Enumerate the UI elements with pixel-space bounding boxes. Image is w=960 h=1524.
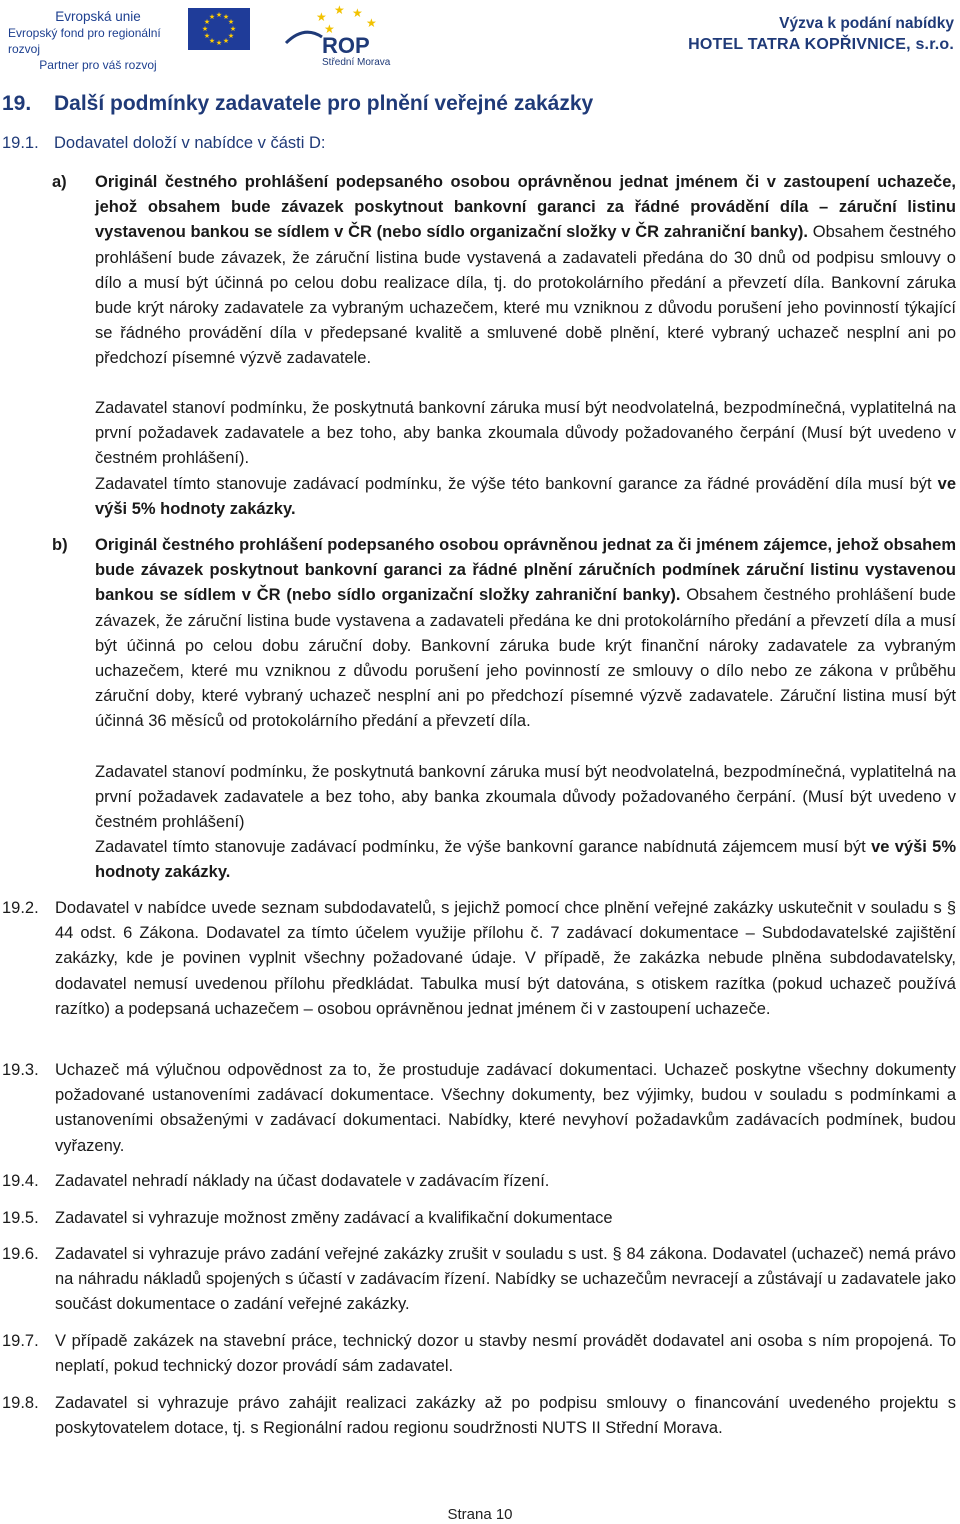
svg-text:★: ★: [352, 6, 363, 20]
svg-text:Střední Morava: Střední Morava: [322, 57, 391, 67]
rop-logo: [276, 3, 406, 67]
svg-text:★: ★: [222, 37, 230, 45]
item-19-5-number: 19.5.: [2, 1209, 39, 1227]
section-title: Další podmínky zadavatele pro plnění veřejné zakázky: [54, 92, 594, 115]
item-19-2-number: 19.2.: [2, 899, 39, 917]
section-heading: [2, 92, 593, 116]
item-b-p3-bold: ve výši 5% hodnoty zakázky.: [95, 838, 956, 882]
item-19-4-number: 19.4.: [2, 1172, 39, 1190]
item-a-marker: a): [52, 173, 67, 191]
svg-text:★: ★: [203, 32, 211, 40]
page-number: Strana 10: [447, 1506, 513, 1523]
item-19-8-number: 19.8.: [2, 1394, 39, 1412]
svg-text:★: ★: [215, 39, 223, 47]
subsection-heading-19-1: [2, 134, 325, 153]
page-header: [0, 0, 960, 70]
item-b-paragraph-3: [95, 835, 956, 885]
svg-text:★: ★: [366, 16, 377, 30]
item-19-7-number: 19.7.: [2, 1332, 39, 1350]
eu-line-2: Evropský fond pro regionální rozvoj: [8, 26, 161, 56]
item-19-3-text: Uchazeč má výlučnou odpovědnost za to, že prostuduje zadávací dokumentaci. Uchazeč poskytne všechny dokumenty požadované ustanoveními zadávací dokumentace. Všechny dokumenty, bez výjimky, budou v souladu s podmínkami a ustanoveními obsaženými v zadávací dokumentaci. Nabídky, které nevyhoví požadavkům zadávacích podmínek, budou vyřazeny.: [55, 1061, 956, 1155]
item-19-5-text: Zadavatel si vyhrazuje možnost změny zadávací a kvalifikační dokumentace: [55, 1209, 613, 1227]
company-name: HOTEL TATRA KOPŘIVNICE, s.r.o.: [688, 36, 954, 53]
item-19-8-text: Zadavatel si vyhrazuje právo zahájit realizaci zakázky až po podpisu smlouvy o financování uvedeného projektu s poskytovatelem dotace, tj. s Regionální radou regionu soudržnosti NUTS II Střední Morava.: [55, 1394, 956, 1438]
subsection-intro: Dodavatel doloží v nabídce v části D:: [54, 134, 326, 152]
item-19-3-number: 19.3.: [2, 1061, 39, 1079]
item-a-p3-text: Zadavatel tímto stanovuje zadávací podmínku, že výše této bankovní garance za řádné provádění díla musí být: [95, 475, 938, 493]
item-a-bold: Originál čestného prohlášení podepsaného osobou oprávněnou jednat jménem či v zastoupení uchazeče, jehož obsahem bude závazek poskytnout bankovní garanci za řádné provádění díla – záruční listinu vystavenou bankou se sídlem v ČR (nebo sídlo organizační složky v ČR zahraniční banky).: [95, 173, 956, 242]
svg-text:ROP: ROP: [322, 33, 370, 58]
subsection-number: 19.1.: [2, 134, 39, 152]
section-number: 19.: [2, 92, 32, 115]
svg-text:★: ★: [201, 25, 209, 33]
svg-text:★: ★: [227, 32, 235, 40]
item-b-paragraph: [95, 533, 956, 735]
svg-text:★: ★: [324, 22, 335, 36]
svg-text:★: ★: [208, 13, 216, 21]
eu-logo-text: [8, 9, 188, 73]
eu-flag-icon: [188, 8, 250, 60]
svg-text:★: ★: [215, 11, 223, 19]
svg-text:★: ★: [229, 25, 237, 33]
item-b-p3-text: Zadavatel tímto stanovuje zadávací podmínku, že výše bankovní garance nabídnutá zájemcem musí být: [95, 838, 872, 856]
item-b-bold: Originál čestného prohlášení podepsaného osobou oprávněnou jednat za či jménem zájemce, jehož obsahem bude závazek poskytnout bankovní garanci za řádné plnění záručních podmínek záruční listinu vystavenou bankou se sídlem v ČR (nebo sídlo organizační složky zahraniční banky).: [95, 536, 956, 605]
doc-title: Výzva k podání nabídky: [779, 15, 954, 32]
svg-text:★: ★: [203, 18, 211, 26]
svg-text:★: ★: [334, 3, 345, 17]
item-a-p3-bold: ve výši 5% hodnoty zakázky.: [95, 475, 956, 519]
svg-text:★: ★: [316, 10, 327, 24]
eu-line-1: Evropská unie: [55, 9, 141, 24]
item-19-6-number: 19.6.: [2, 1245, 39, 1263]
svg-text:★: ★: [208, 37, 216, 45]
item-a-text: Obsahem čestného prohlášení bude závazek, že záruční listina bude vystavená a zadavateli předána do 30 dnů od podpisu smlouvy o dílo a musí být účinná po celou dobu realizace díla, tj. do protokolárního předání a převzetí díla. Bankovní záruka bude krýt nároky zadavatele za vybraným uchazečem, které mu vzniknou z důvodu porušení jeho povinností týkající se řádného provádění díla v předepsané kvalitě a smluvené době plnění, které vybraný uchazeč nesplní ani po předchozí písemné výzvě zadavatele.: [95, 223, 957, 368]
item-19-2-text: Dodavatel v nabídce uvede seznam subdodavatelů, s jejichž pomocí chce plnění veřejné zakázky uskutečnit v souladu s § 44 odst. 6 Zákona. Dodavatel za tímto účelem využije přílohu č. 7 zadávací dokumentace – Subdodavatelské zajištění zakázky, kde je povinen vyplnit všechny požadované údaje. V případě, že zakázka nebude plněna subdodavatelsky, dodavatel nemusí uvedenou přílohu předkládat. Tabulka musí být datována, s otiskem razítka (pokud uchazeč používá razítko) a podepsaná uchazečem – osobou oprávněnou jednat jménem či v zastoupení uchazeče.: [55, 899, 956, 1018]
item-a-paragraph-2: Zadavatel stanoví podmínku, že poskytnutá bankovní záruka musí být neodvolatelná, bezpodmínečná, vyplatitelná na první požadavek zadavatele a bez toho, aby banka zkoumala důvody požadovaného čerpání (Musí být uvedeno v čestném prohlášení).: [95, 399, 956, 468]
svg-text:★: ★: [222, 13, 230, 21]
item-a-paragraph-3: [95, 472, 956, 522]
document-header-title: [688, 14, 954, 56]
item-b-marker: b): [52, 536, 68, 554]
item-b-paragraph-2: Zadavatel stanoví podmínku, že poskytnutá bankovní záruka musí být neodvolatelná, bezpodmínečná, vyplatitelná na první požadavek zadavatele a bez toho, aby banka zkoumala důvody požadovaného čerpání. (Musí být uvedeno v čestném prohlášení): [95, 763, 956, 832]
svg-text:★: ★: [227, 18, 235, 26]
eu-line-3: Partner pro váš rozvoj: [39, 58, 157, 72]
item-19-6-text: Zadavatel si vyhrazuje právo zadání veřejné zakázky zrušit v souladu s ust. § 84 zákona. Dodavatel (uchazeč) nemá právo na náhradu nákladů spojených s účastí v zadávacím řízení. Nabídky se uchazečům nevracejí a zůstávají u zadavatele jako součást dokumentace o zadání veřejné zakázky.: [55, 1245, 956, 1314]
item-b-text: Obsahem čestného prohlášení bude závazek, že záruční listina bude vystavena a zadavateli předána ke dni protokolárního předání a převzetí díla a musí být účinná po celou dobu záruční doby. Bankovní záruka bude krýt finanční nároky zadavatele za vybraným uchazečem, které mu vzniknou z důvodu porušení jeho povinností ze smlouvy o dílo nebo ze zákona v průběhu záruční doby, které vybraný uchazeč nesplní ani po předchozí písemné výzvě zadavatele. Záruční listina musí být účinná 36 měsíců od protokolárního předání a převzetí díla.: [95, 586, 956, 731]
item-19-4-text: Zadavatel nehradí náklady na účast dodavatele v zadávacím řízení.: [55, 1172, 550, 1190]
item-19-7-text: V případě zakázek na stavební práce, technický dozor u stavby nesmí provádět dodavatel ani osoba s ním propojená. To neplatí, pokud technický dozor provádí sám zadavatel.: [55, 1332, 956, 1376]
item-a-paragraph: [95, 170, 956, 372]
